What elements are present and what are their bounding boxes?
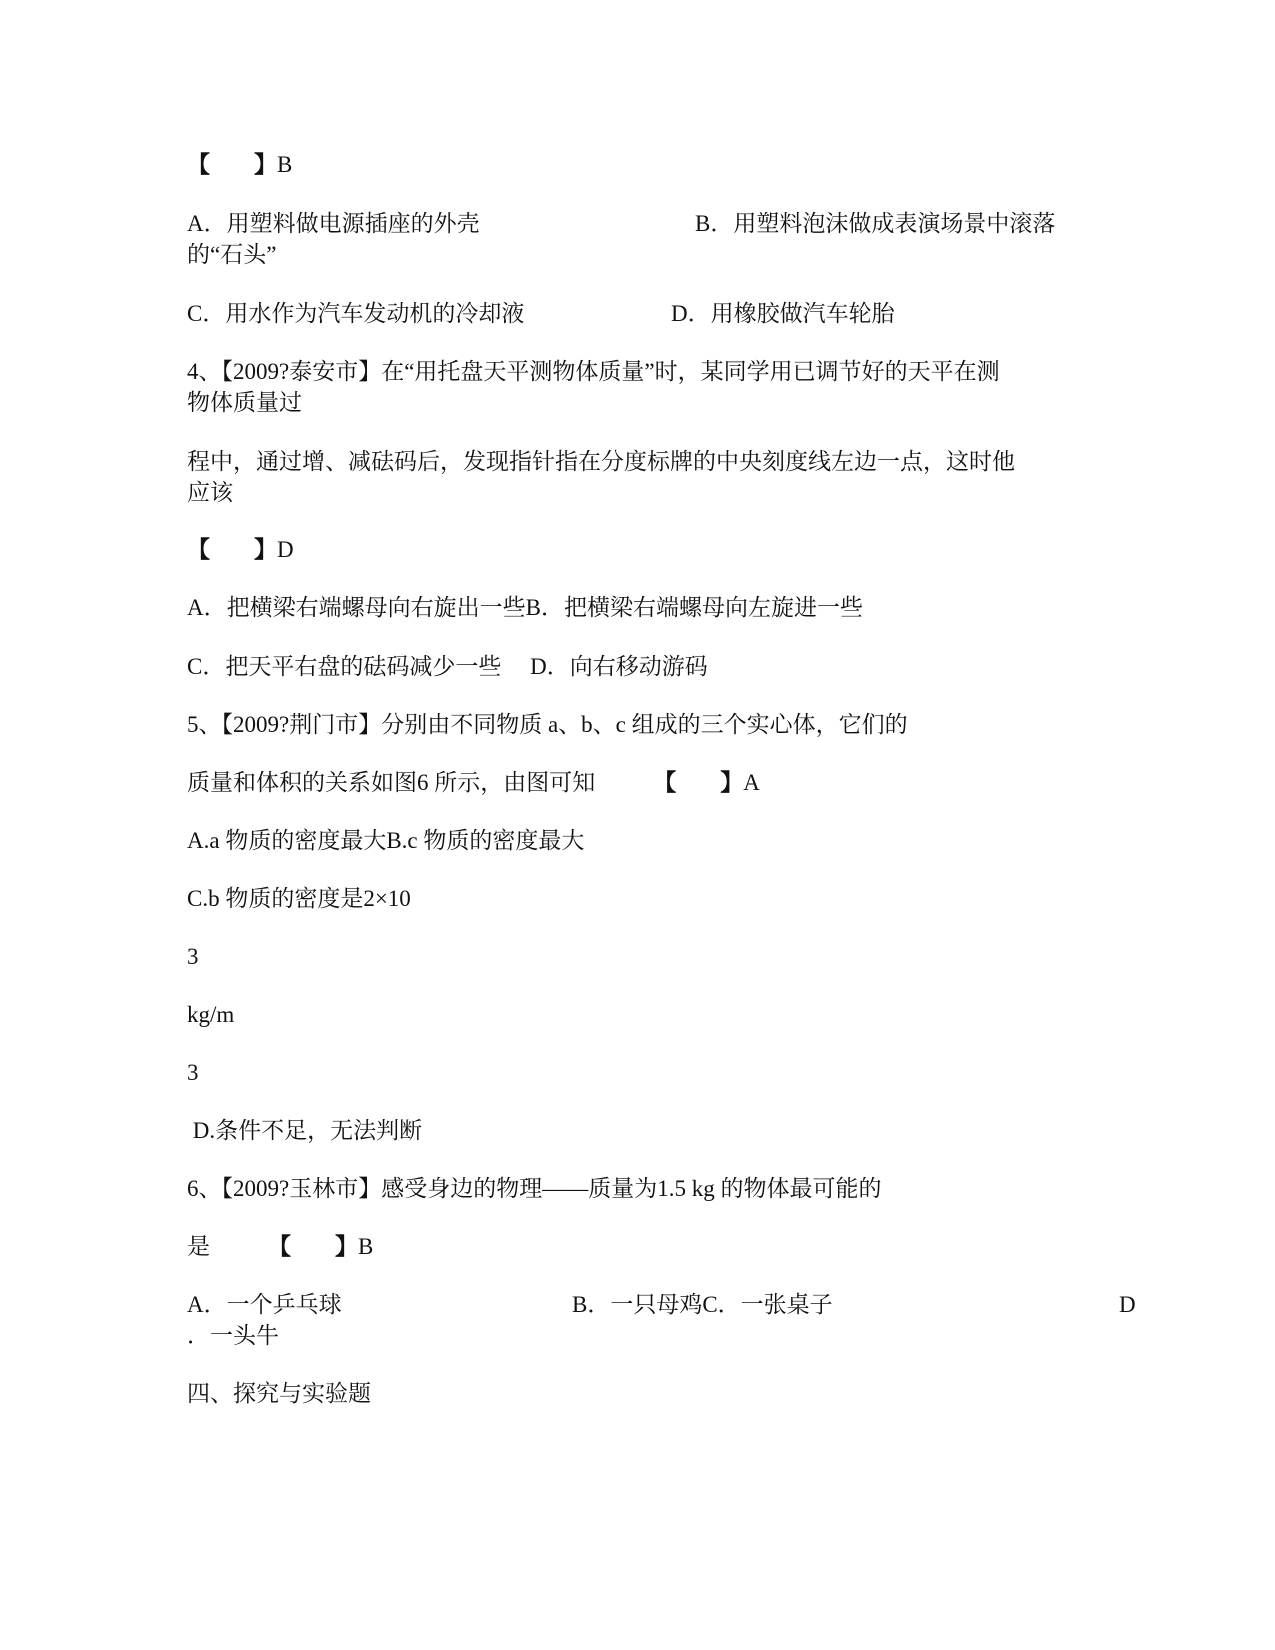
bracket-open: 【 bbox=[268, 1234, 291, 1259]
q5-answer: A bbox=[743, 770, 760, 795]
q5-stem-text: 质量和体积的关系如图6 所示，由图可知 bbox=[187, 770, 596, 795]
q4-options-ab: A．把横梁右端螺母向右旋出一些B．把横梁右端螺母向左旋进一些 bbox=[187, 595, 863, 620]
q3-option-c: C．用水作为汽车发动机的冷却液 bbox=[187, 301, 525, 326]
q6-option-a: A．一个乒乓球 bbox=[187, 1292, 342, 1317]
q6-option-d-rest: ．一头牛 bbox=[187, 1323, 279, 1348]
q6-answer: B bbox=[358, 1234, 374, 1259]
bracket-close: 】 bbox=[254, 537, 277, 562]
q4-stem-line-2: 物体质量过 bbox=[187, 390, 302, 415]
q3-option-b: B．用塑料泡沫做成表演场景中滚落 bbox=[695, 211, 1056, 236]
q3-answer-line bbox=[187, 149, 292, 180]
bracket-open: 【 bbox=[187, 152, 210, 177]
q5-option-c-exponent-2: 3 bbox=[187, 1060, 199, 1085]
q4-answer-line bbox=[187, 534, 294, 565]
q6-option-d-letter: D bbox=[1119, 1292, 1136, 1317]
q3-option-d: D．用橡胶做汽车轮胎 bbox=[671, 301, 895, 326]
q3-option-b-cont: 的“石头” bbox=[187, 242, 277, 267]
q4-stem-line-1: 4、【2009?泰安市】在“用托盘天平测物体质量”时，某同学用已调节好的天平在测 bbox=[187, 359, 1000, 384]
bracket-close: 】 bbox=[254, 152, 277, 177]
q5-stem-line-1: 5、【2009?荆门市】分别由不同物质 a、b、c 组成的三个实心体，它们的 bbox=[187, 712, 908, 737]
q5-options-ab: A.a 物质的密度最大B.c 物质的密度最大 bbox=[187, 828, 585, 853]
q3-answer: B bbox=[277, 152, 293, 177]
q4-stem-line-3: 程中，通过增、减砝码后，发现指针指在分度标牌的中央刻度线左边一点，这时他 bbox=[187, 449, 1015, 474]
q4-stem-line-4: 应该 bbox=[187, 480, 233, 505]
q6-stem-line-2 bbox=[187, 1231, 373, 1262]
q3-option-a: A．用塑料做电源插座的外壳 bbox=[187, 211, 480, 236]
q5-option-c-part-1: C.b 物质的密度是2×10 bbox=[187, 886, 411, 911]
q6-stem-line-1: 6、【2009?玉林市】感受身边的物理——质量为1.5 kg 的物体最可能的 bbox=[187, 1176, 882, 1201]
q6-options-bc: B．一只母鸡C．一张桌子 bbox=[572, 1292, 833, 1317]
q6-stem-text: 是 bbox=[187, 1234, 210, 1259]
q5-option-c-unit: kg/m bbox=[187, 1002, 235, 1027]
q5-stem-line-2 bbox=[187, 767, 760, 798]
q5-option-d: D.条件不足，无法判断 bbox=[187, 1118, 423, 1143]
bracket-close: 】 bbox=[720, 770, 744, 795]
q5-option-c-exponent-1: 3 bbox=[187, 944, 199, 969]
q4-options-cd: C．把天平右盘的砝码减少一些 D．向右移动游码 bbox=[187, 654, 708, 679]
bracket-close: 】 bbox=[335, 1234, 358, 1259]
q4-answer: D bbox=[277, 537, 294, 562]
bracket-open: 【 bbox=[187, 537, 210, 562]
section-heading: 四、探究与实验题 bbox=[187, 1381, 371, 1406]
bracket-open: 【 bbox=[653, 770, 677, 795]
